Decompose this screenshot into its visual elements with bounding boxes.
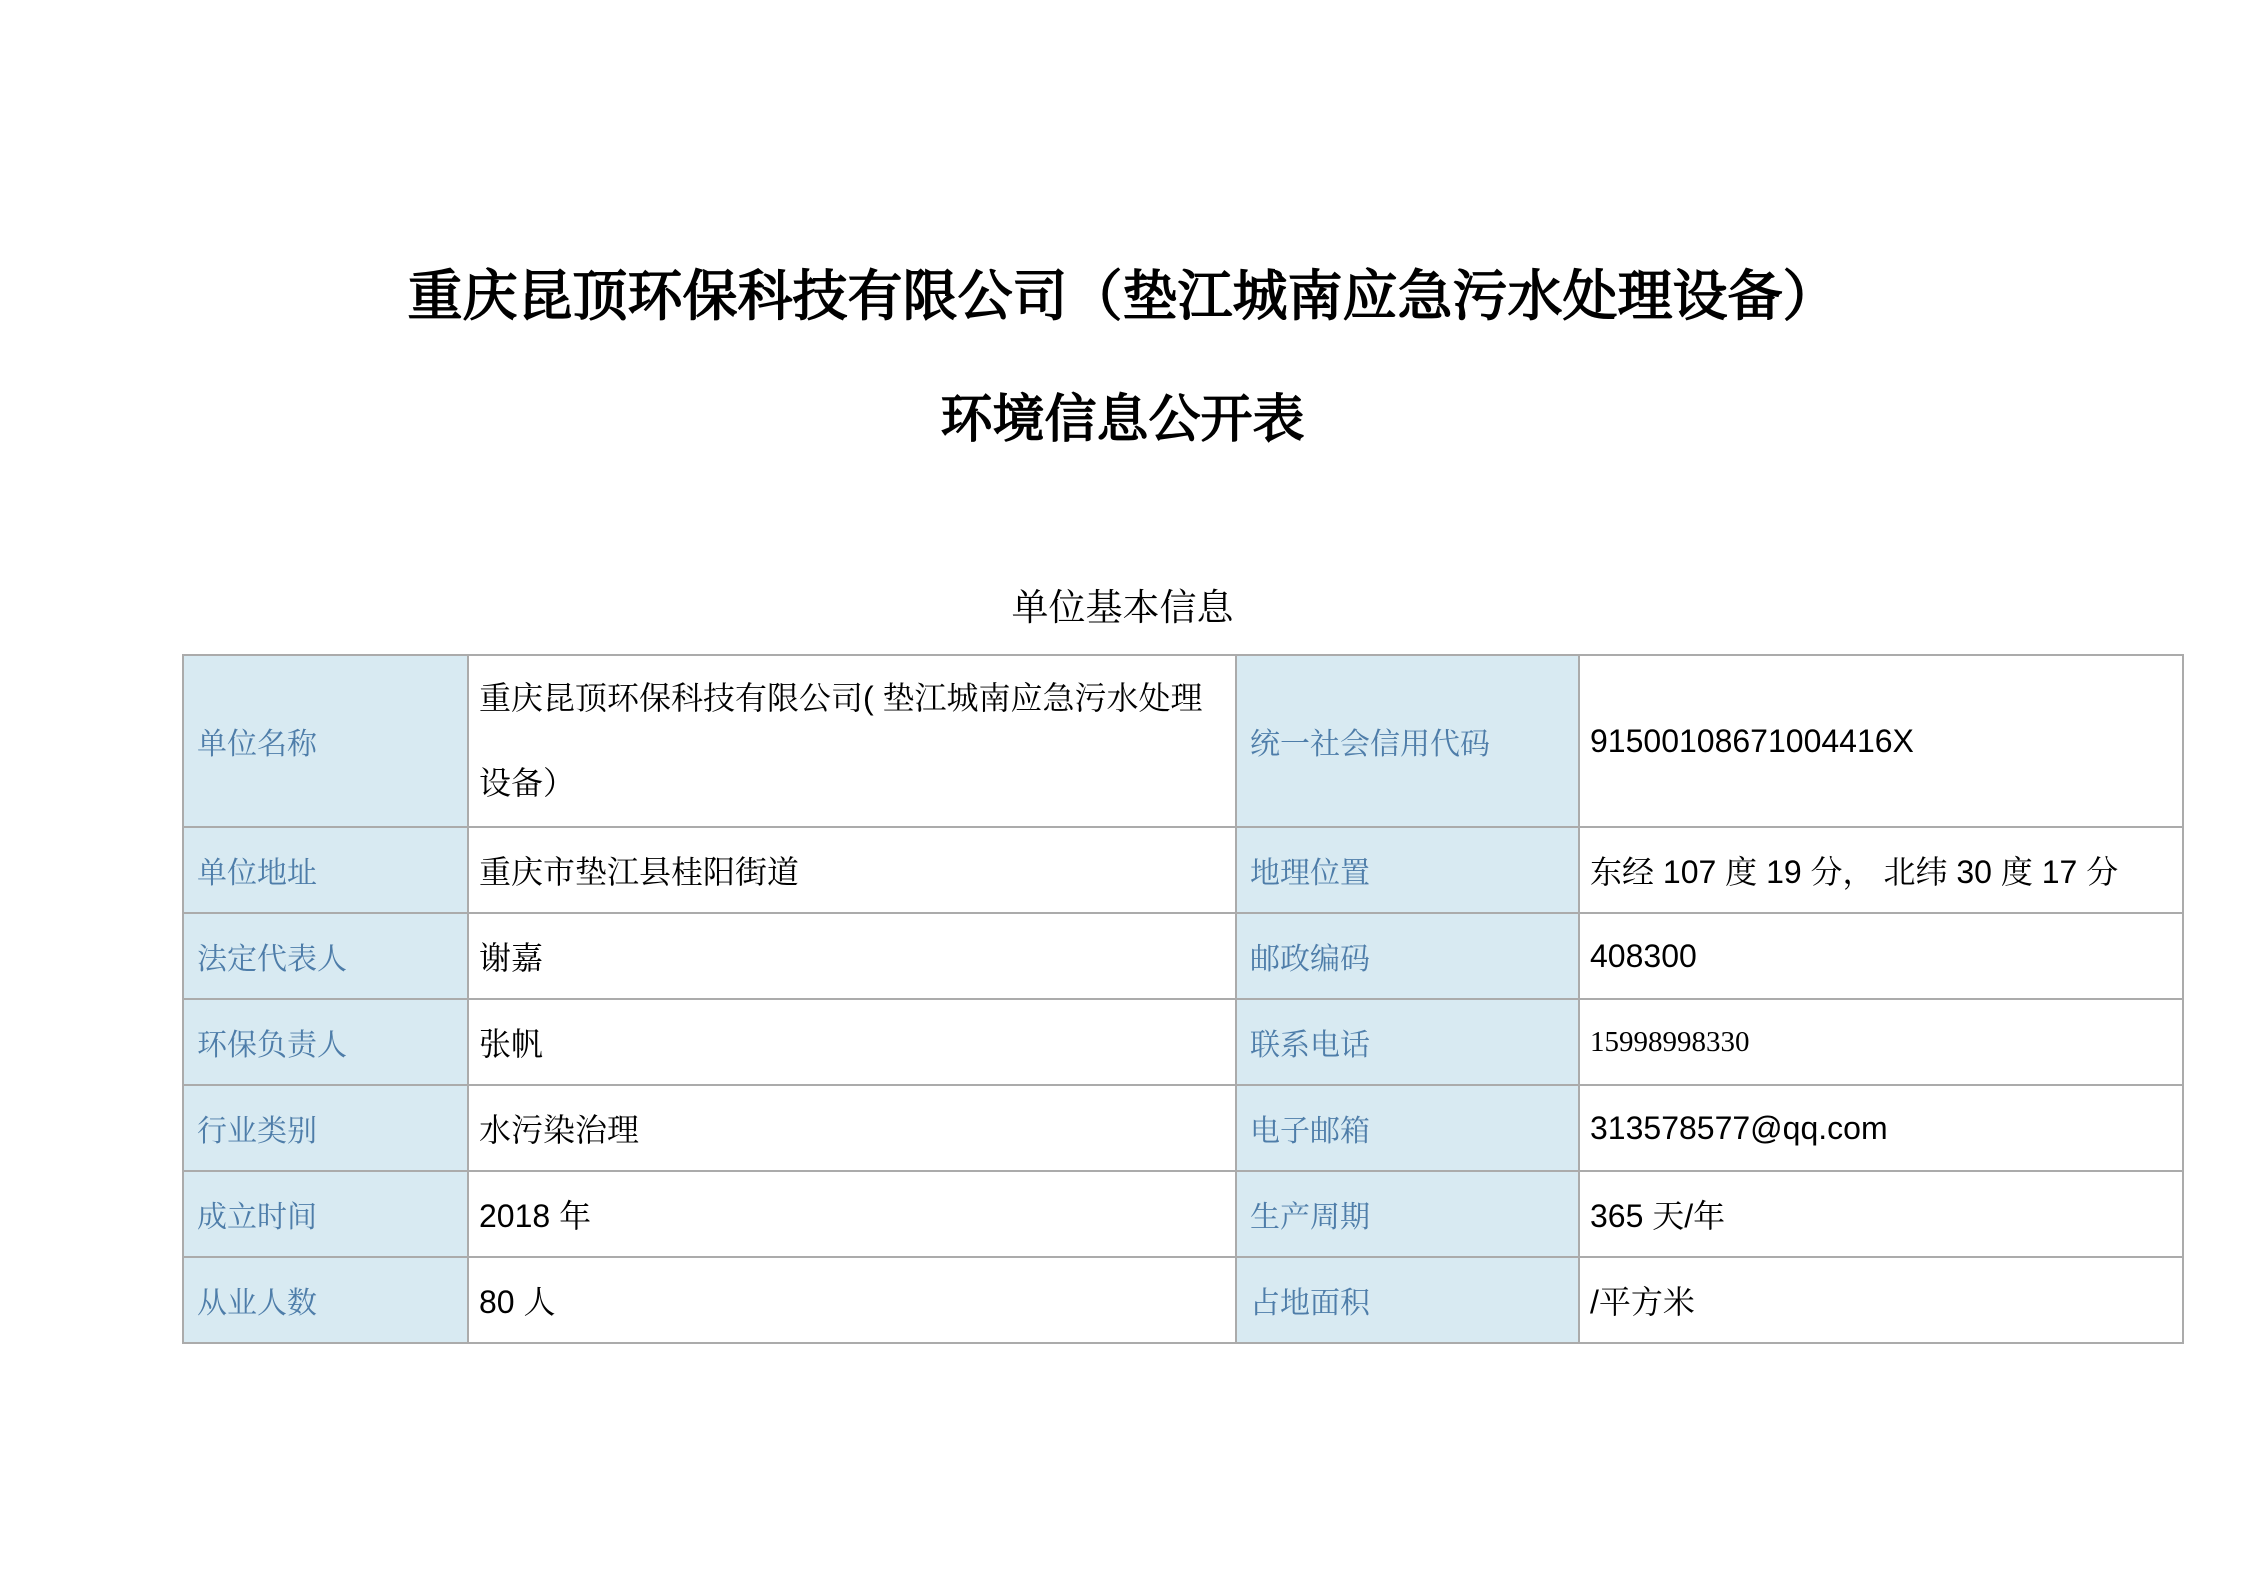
value-cell-left: 谢嘉 [468, 913, 1236, 999]
label-cell-right: 统一社会信用代码 [1236, 655, 1579, 827]
table-row [183, 1257, 2183, 1343]
label-cell-right: 邮政编码 [1236, 913, 1579, 999]
label-cell-right: 联系电话 [1236, 999, 1579, 1085]
label-cell-left: 单位地址 [183, 827, 468, 913]
label-cell-right: 地理位置 [1236, 827, 1579, 913]
label-cell-left: 法定代表人 [183, 913, 468, 999]
value-cell-left: 张帆 [468, 999, 1236, 1085]
table-row [183, 1085, 2183, 1171]
value-cell-left: 2018 年 [468, 1171, 1236, 1257]
value-cell-right: 91500108671004416X [1579, 655, 2183, 827]
section-heading: 单位基本信息 [1011, 587, 1234, 628]
value-cell-left: 重庆昆顶环保科技有限公司( 垫江城南应急污水处理设备） [468, 655, 1236, 827]
label-cell-right: 占地面积 [1236, 1257, 1579, 1343]
table-row [183, 913, 2183, 999]
table-row [183, 1171, 2183, 1257]
label-cell-left: 成立时间 [183, 1171, 468, 1257]
value-cell-right: /平方米 [1579, 1257, 2183, 1343]
table-row [183, 655, 2183, 827]
table-row [183, 827, 2183, 913]
document-title: 重庆昆顶环保科技有限公司（垫江城南应急污水处理设备） [407, 265, 1838, 327]
table-row [183, 999, 2183, 1085]
value-cell-right: 东经 107 度 19 分， 北纬 30 度 17 分 [1579, 827, 2183, 913]
label-cell-left: 行业类别 [183, 1085, 468, 1171]
value-cell-right: 15998998330 [1579, 999, 2183, 1085]
value-cell-left: 重庆市垫江县桂阳街道 [468, 827, 1236, 913]
label-cell-right: 生产周期 [1236, 1171, 1579, 1257]
label-cell-right: 电子邮箱 [1236, 1085, 1579, 1171]
label-cell-left: 环保负责人 [183, 999, 468, 1085]
label-cell-left: 单位名称 [183, 655, 468, 827]
value-cell-right: 365 天/年 [1579, 1171, 2183, 1257]
basic-info-table [182, 654, 2184, 1344]
value-cell-right: 313578577@qq.com [1579, 1085, 2183, 1171]
document-subtitle: 环境信息公开表 [940, 391, 1305, 449]
value-cell-right: 408300 [1579, 913, 2183, 999]
label-cell-left: 从业人数 [183, 1257, 468, 1343]
value-cell-left: 水污染治理 [468, 1085, 1236, 1171]
value-cell-left: 80 人 [468, 1257, 1236, 1343]
